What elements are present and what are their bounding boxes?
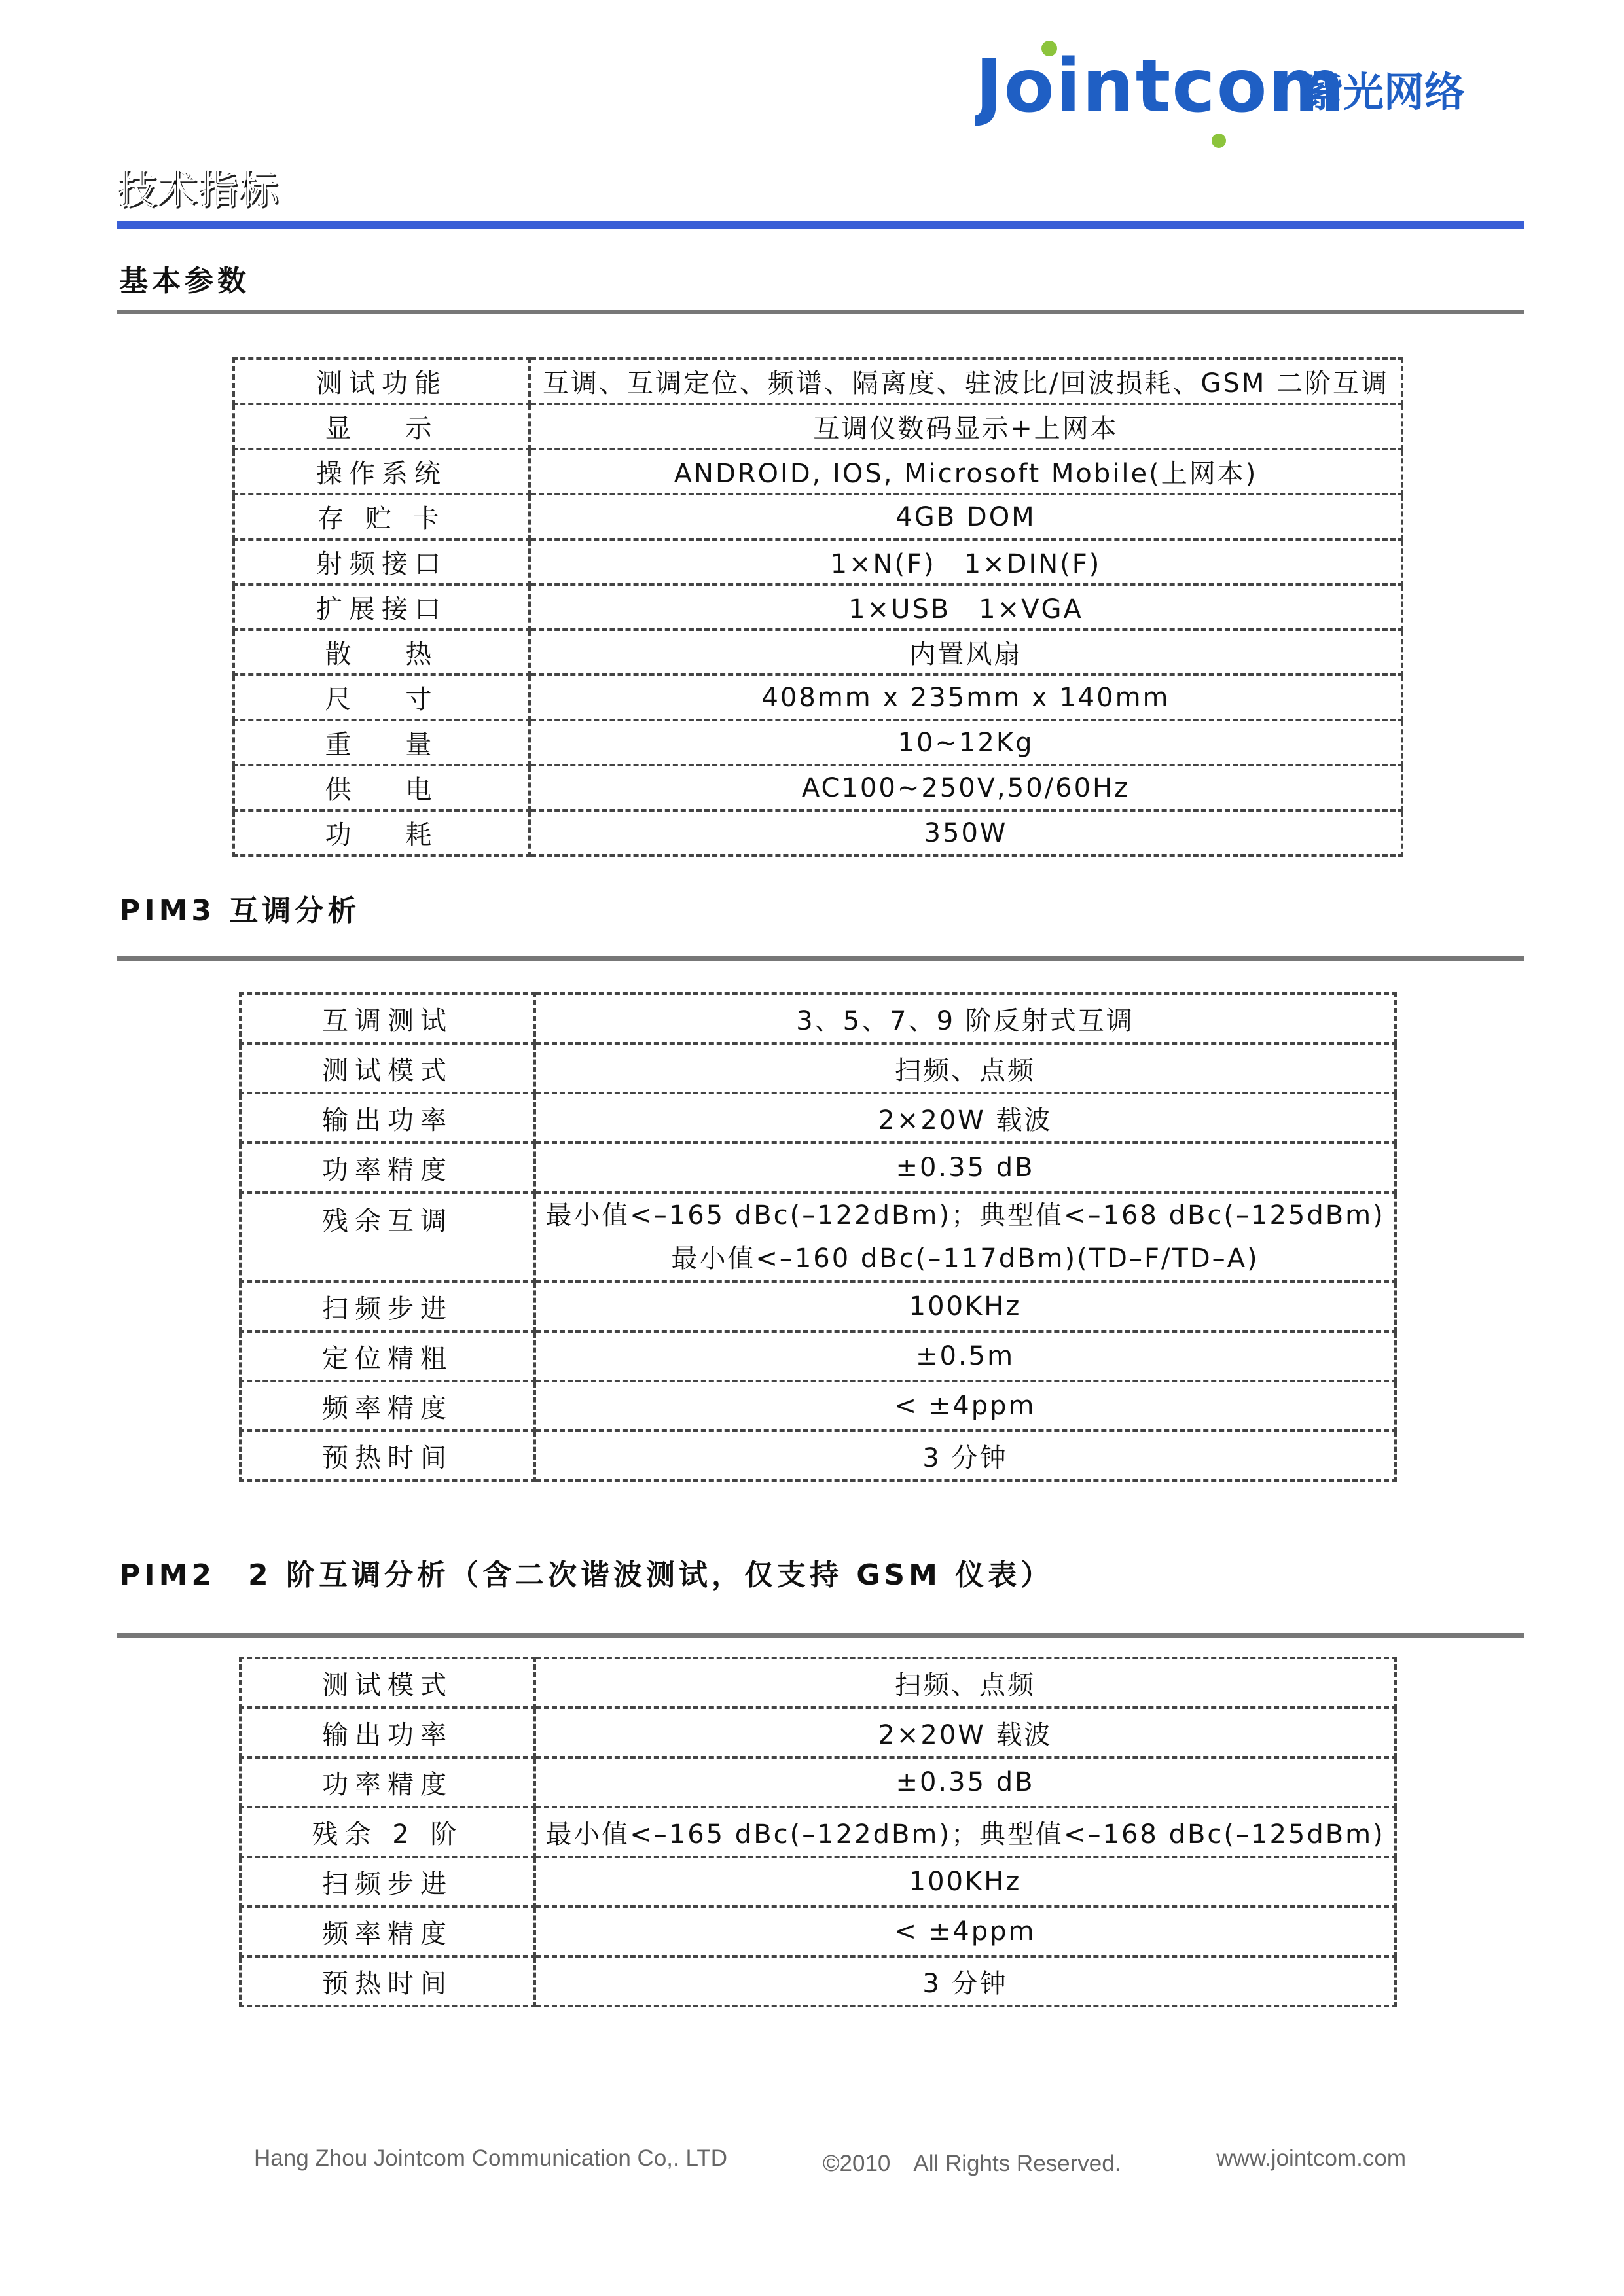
param-value: 408mm x 235mm x 140mm	[530, 675, 1402, 720]
param-value: ±0.35 dB	[535, 1757, 1396, 1807]
param-label: 预热时间	[240, 1956, 535, 2006]
pim3-table	[239, 992, 1397, 1482]
section-basic-params-title: 基本参数	[119, 264, 250, 298]
param-value: < ±4ppm	[535, 1907, 1396, 1956]
param-label: 功率精度	[240, 1757, 535, 1807]
pim2-table	[239, 1657, 1397, 2007]
footer-company: Hang Zhou Jointcom Communication Co,. LTD	[254, 2145, 727, 2171]
table-row	[234, 765, 1402, 810]
company-logo	[975, 39, 1499, 151]
table-row	[240, 1757, 1396, 1807]
table-row	[240, 1282, 1396, 1331]
footer-website[interactable]: www.jointcom.com	[1216, 2145, 1406, 2171]
table-row	[240, 1193, 1396, 1282]
param-value: 2×20W 载波	[535, 1093, 1396, 1143]
footer	[254, 2145, 1406, 2178]
logo-text: Jointcom	[975, 44, 1346, 129]
table-row	[240, 1857, 1396, 1907]
param-label: 扫频步进	[240, 1282, 535, 1331]
param-label: 显 示	[234, 404, 530, 449]
param-value: 扫频、点频	[535, 1043, 1396, 1093]
table-row	[234, 404, 1402, 449]
param-label: 测试模式	[240, 1658, 535, 1708]
table-row	[240, 1658, 1396, 1708]
param-label: 存 贮 卡	[234, 494, 530, 539]
param-label: 互调测试	[240, 994, 535, 1043]
table-row	[240, 1956, 1396, 2006]
param-value: 1×USB 1×VGA	[530, 584, 1402, 630]
param-value: 100KHz	[535, 1282, 1396, 1331]
param-value	[535, 1193, 1396, 1282]
param-value: ANDROID, IOS, Microsoft Mobile(上网本)	[530, 449, 1402, 494]
page-title: 技术指标	[117, 167, 279, 213]
jointcom-logo-icon	[975, 39, 1499, 151]
table-row	[240, 1807, 1396, 1857]
param-label: 功 耗	[234, 810, 530, 855]
section-pim3-divider	[117, 956, 1524, 961]
param-label: 功率精度	[240, 1143, 535, 1193]
table-row	[240, 1043, 1396, 1093]
param-value: 2×20W 载波	[535, 1708, 1396, 1757]
section-pim3-title: PIM3 互调分析	[119, 894, 361, 927]
param-value: AC100~250V,50/60Hz	[530, 765, 1402, 810]
table-row	[234, 675, 1402, 720]
table-row	[234, 449, 1402, 494]
param-value: 4GB DOM	[530, 494, 1402, 539]
param-label: 射频接口	[234, 539, 530, 584]
param-label: 频率精度	[240, 1381, 535, 1431]
param-label: 输出功率	[240, 1708, 535, 1757]
param-value: 最小值<–165 dBc(–122dBm)；典型值<–168 dBc(–125dBm)	[535, 1807, 1396, 1857]
param-value: 350W	[530, 810, 1402, 855]
param-value-line: 最小值<–165 dBc(–122dBm)；典型值<–168 dBc(–125dBm)	[545, 1200, 1385, 1230]
param-label: 操作系统	[234, 449, 530, 494]
param-value: 3 分钟	[535, 1956, 1396, 2006]
param-label: 频率精度	[240, 1907, 535, 1956]
param-label: 供 电	[234, 765, 530, 810]
param-label: 测试功能	[234, 359, 530, 404]
param-value: ±0.5m	[535, 1331, 1396, 1381]
basic-params-table	[232, 357, 1403, 857]
param-label: 扫频步进	[240, 1857, 535, 1907]
title-divider	[117, 221, 1524, 229]
param-value: 3 分钟	[535, 1431, 1396, 1480]
table-row	[234, 810, 1402, 855]
param-label: 预热时间	[240, 1431, 535, 1480]
section-pim2-title: PIM2 2 阶互调分析（含二次谐波测试，仅支持 GSM 仪表）	[119, 1558, 1054, 1592]
table-row	[240, 1381, 1396, 1431]
param-value: 100KHz	[535, 1857, 1396, 1907]
param-label: 定位精粗	[240, 1331, 535, 1381]
section-basic-divider	[117, 310, 1524, 314]
table-row	[234, 720, 1402, 765]
param-value: 扫频、点频	[535, 1658, 1396, 1708]
section-pim2-divider	[117, 1633, 1524, 1638]
table-row	[234, 539, 1402, 584]
table-row	[234, 630, 1402, 675]
table-row	[240, 1708, 1396, 1757]
param-label: 输出功率	[240, 1093, 535, 1143]
table-row	[240, 1907, 1396, 1956]
param-value: 内置风扇	[530, 630, 1402, 675]
param-label: 残余 2 阶	[240, 1807, 535, 1857]
param-value: ±0.35 dB	[535, 1143, 1396, 1193]
logo-cn-text: 紫光网络	[1303, 68, 1466, 116]
table-row	[240, 994, 1396, 1043]
param-value: < ±4ppm	[535, 1381, 1396, 1431]
param-value: 1×N(F) 1×DIN(F)	[530, 539, 1402, 584]
param-label: 扩展接口	[234, 584, 530, 630]
param-value: 互调、互调定位、频谱、隔离度、驻波比/回波损耗、GSM 二阶互调	[530, 359, 1402, 404]
table-row	[240, 1431, 1396, 1480]
table-row	[240, 1143, 1396, 1193]
param-label: 散 热	[234, 630, 530, 675]
table-row	[240, 1093, 1396, 1143]
table-row	[234, 359, 1402, 404]
table-row	[234, 494, 1402, 539]
table-row	[240, 1331, 1396, 1381]
table-row	[234, 584, 1402, 630]
param-label: 残余互调	[240, 1193, 535, 1282]
param-value: 互调仪数码显示+上网本	[530, 404, 1402, 449]
param-value-line: 最小值<–160 dBc(–117dBm)(TD–F/TD–A)	[671, 1244, 1259, 1274]
param-label: 测试模式	[240, 1043, 535, 1093]
param-value: 10~12Kg	[530, 720, 1402, 765]
param-value: 3、5、7、9 阶反射式互调	[535, 994, 1396, 1043]
param-label: 重 量	[234, 720, 530, 765]
footer-copyright: ©2010 All Rights Reserved.	[822, 2151, 1121, 2176]
param-label: 尺 寸	[234, 675, 530, 720]
